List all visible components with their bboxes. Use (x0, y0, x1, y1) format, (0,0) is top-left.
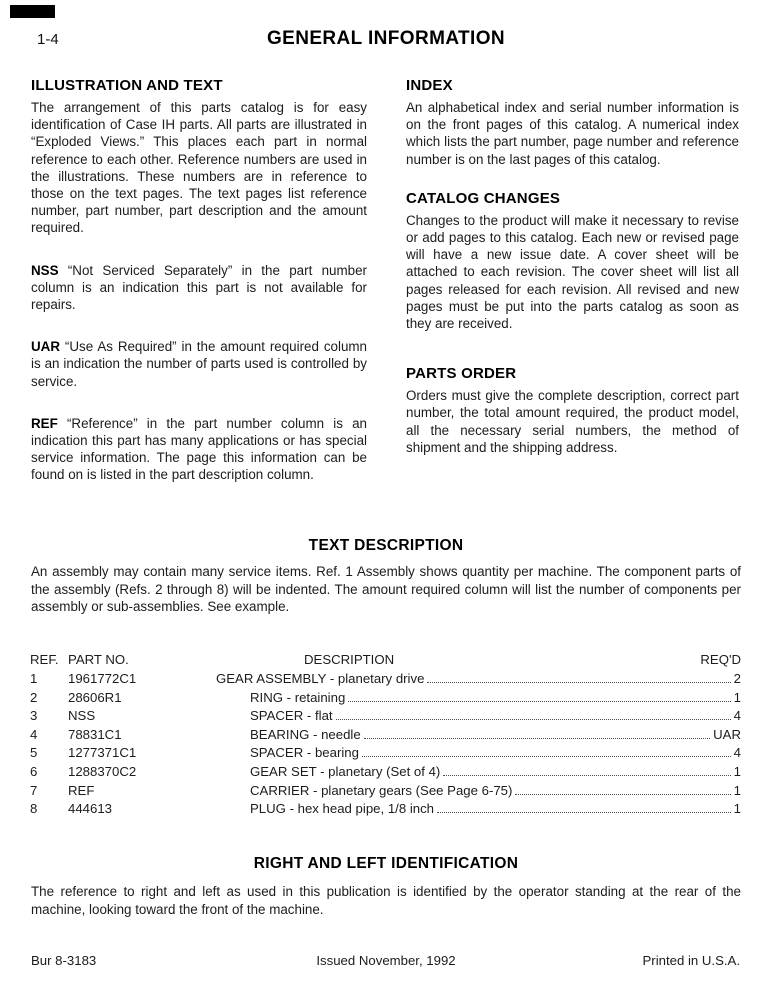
abbr-nss-term: NSS (31, 262, 59, 278)
example-parts-table (30, 652, 741, 820)
cell-description (216, 801, 741, 816)
cell-part-no: 1277371C1 (68, 745, 137, 761)
cell-ref: 3 (30, 708, 38, 724)
scan-artifact-mark (10, 5, 55, 18)
illustration-and-text-heading: ILLUSTRATION AND TEXT (31, 77, 223, 94)
description-text: GEAR ASSEMBLY - planetary drive (216, 671, 425, 686)
cell-part-no: NSS (68, 708, 96, 724)
index-heading: INDEX (406, 77, 453, 94)
abbr-uar (31, 338, 367, 390)
description-text: BEARING - needle (250, 726, 361, 742)
cell-reqd: 1 (733, 689, 741, 705)
left-column (31, 76, 367, 484)
cell-reqd: 1 (733, 763, 741, 779)
cell-reqd: 4 (733, 745, 741, 761)
table-row (30, 690, 741, 709)
cell-reqd: 1 (733, 782, 741, 798)
illustration-and-text-body: The arrangement of this parts catalog is for easy identification of Case IH parts. All parts are illustrated in “Exploded Views.” This places each part in normal reference to each other. Reference numbers are used in the illustrations. These numbers are in reference to those on the text pages. The text pages list reference number, part number, part description and the amount required. (31, 100, 367, 236)
cell-reqd: 4 (733, 708, 741, 724)
text-description-heading: TEXT DESCRIPTION (308, 537, 464, 554)
header-part-no: PART NO. (68, 652, 129, 667)
header-description: DESCRIPTION (304, 652, 395, 667)
table-row (30, 745, 741, 764)
parts-order-body: Orders must give the complete description, correct part number, the total amount required, the product model, all the necessary serial numbers, the method of shipment and the shipping address. (406, 388, 739, 455)
table-row (30, 671, 741, 690)
cell-description (216, 783, 741, 798)
dot-leader (443, 775, 730, 776)
footer-form-number: Bur 8-3183 (31, 953, 97, 968)
page-title: GENERAL INFORMATION (266, 28, 506, 49)
table-header-row (30, 652, 741, 671)
dot-leader (336, 719, 731, 720)
parts-order-heading: PARTS ORDER (406, 365, 517, 383)
description-text: PLUG - hex head pipe, 1/8 inch (250, 801, 435, 817)
catalog-changes-heading: CATALOG CHANGES (406, 189, 561, 207)
cell-part-no: 1961772C1 (68, 671, 137, 686)
table-body (30, 671, 741, 820)
cell-part-no: 1288370C2 (68, 763, 137, 779)
right-column (406, 76, 739, 456)
table-row (30, 727, 741, 746)
cell-description (216, 727, 741, 742)
abbr-nss-body: “Not Serviced Separately” in the part number column is an indication this part is not available for repairs. (31, 262, 367, 313)
header-ref: REF. (30, 652, 59, 667)
table-row (30, 783, 741, 802)
right-left-identification-heading: RIGHT AND LEFT IDENTIFICATION (253, 855, 519, 872)
dot-leader (515, 794, 730, 795)
cell-description (216, 671, 741, 686)
index-body: An alphabetical index and serial number information is on the front pages of this catalog. A numerical index which lists the part number, page number and reference number is on the last pages of this catalog. (406, 100, 739, 167)
abbr-ref (31, 415, 367, 484)
abbr-ref-body: “Reference” in the part number column is an indication this part has many applications or has special service information. The page this information can be found on is listed in the part description column. (31, 415, 367, 483)
cell-ref: 6 (30, 763, 38, 779)
cell-ref: 8 (30, 801, 38, 817)
description-text: CARRIER - planetary gears (See Page 6-75) (250, 782, 513, 798)
abbr-nss (31, 262, 367, 314)
cell-ref: 4 (30, 726, 38, 742)
dot-leader (364, 738, 710, 739)
dot-leader (362, 756, 731, 757)
cell-part-no: REF (68, 782, 95, 798)
footer-printed-in: Printed in U.S.A. (642, 953, 740, 968)
cell-description (216, 690, 741, 705)
cell-ref: 2 (30, 689, 38, 705)
abbr-uar-body: “Use As Required” in the amount required column is an indication the number of parts used is controlled by service. (31, 339, 367, 389)
table-row (30, 708, 741, 727)
cell-reqd: 1 (733, 801, 741, 817)
catalog-changes-body: Changes to the product will make it necessary to revise or add pages to this catalog. Each new or revised page will have a new issue date. A cover sheet will be attached to each revision. The cover sheet will list all pages released for each revision. All revised and new pages must be put into the parts catalog as soon as they are received. (406, 212, 739, 332)
cell-description (216, 764, 741, 779)
table-row (30, 801, 741, 820)
footer-issue-date: Issued November, 1992 (316, 953, 456, 968)
table-row (30, 764, 741, 783)
dot-leader (437, 812, 731, 813)
cell-description (216, 745, 741, 760)
cell-part-no: 28606R1 (68, 689, 122, 705)
cell-part-no: 78831C1 (68, 726, 122, 742)
text-description-body: An assembly may contain many service items. Ref. 1 Assembly shows quantity per machine. The component parts of the assembly (Refs. 2 through 8) will be indented. The amount required column will list the number of components per assembly or sub-assemblies. See example. (31, 564, 741, 614)
cell-description (216, 708, 741, 723)
abbr-uar-term: UAR (31, 339, 61, 355)
description-text: GEAR SET - planetary (Set of 4) (250, 763, 441, 779)
abbr-ref-term: REF (31, 415, 58, 431)
header-reqd: REQ'D (700, 652, 741, 667)
dot-leader (427, 682, 730, 683)
cell-ref: 7 (30, 782, 38, 798)
description-text: SPACER - flat (250, 708, 333, 724)
description-text: RING - retaining (250, 689, 346, 705)
cell-reqd: 2 (733, 671, 741, 686)
dot-leader (348, 701, 730, 702)
cell-reqd: UAR (713, 726, 741, 742)
description-text: SPACER - bearing (250, 745, 359, 761)
page-number: 1-4 (37, 31, 59, 48)
cell-ref: 5 (30, 745, 38, 761)
cell-ref: 1 (30, 671, 38, 686)
cell-part-no: 444613 (68, 801, 113, 817)
right-left-identification-body: The reference to right and left as used in this publication is identified by the operator standing at the rear of the machine, looking toward the front of the machine. (31, 884, 741, 917)
